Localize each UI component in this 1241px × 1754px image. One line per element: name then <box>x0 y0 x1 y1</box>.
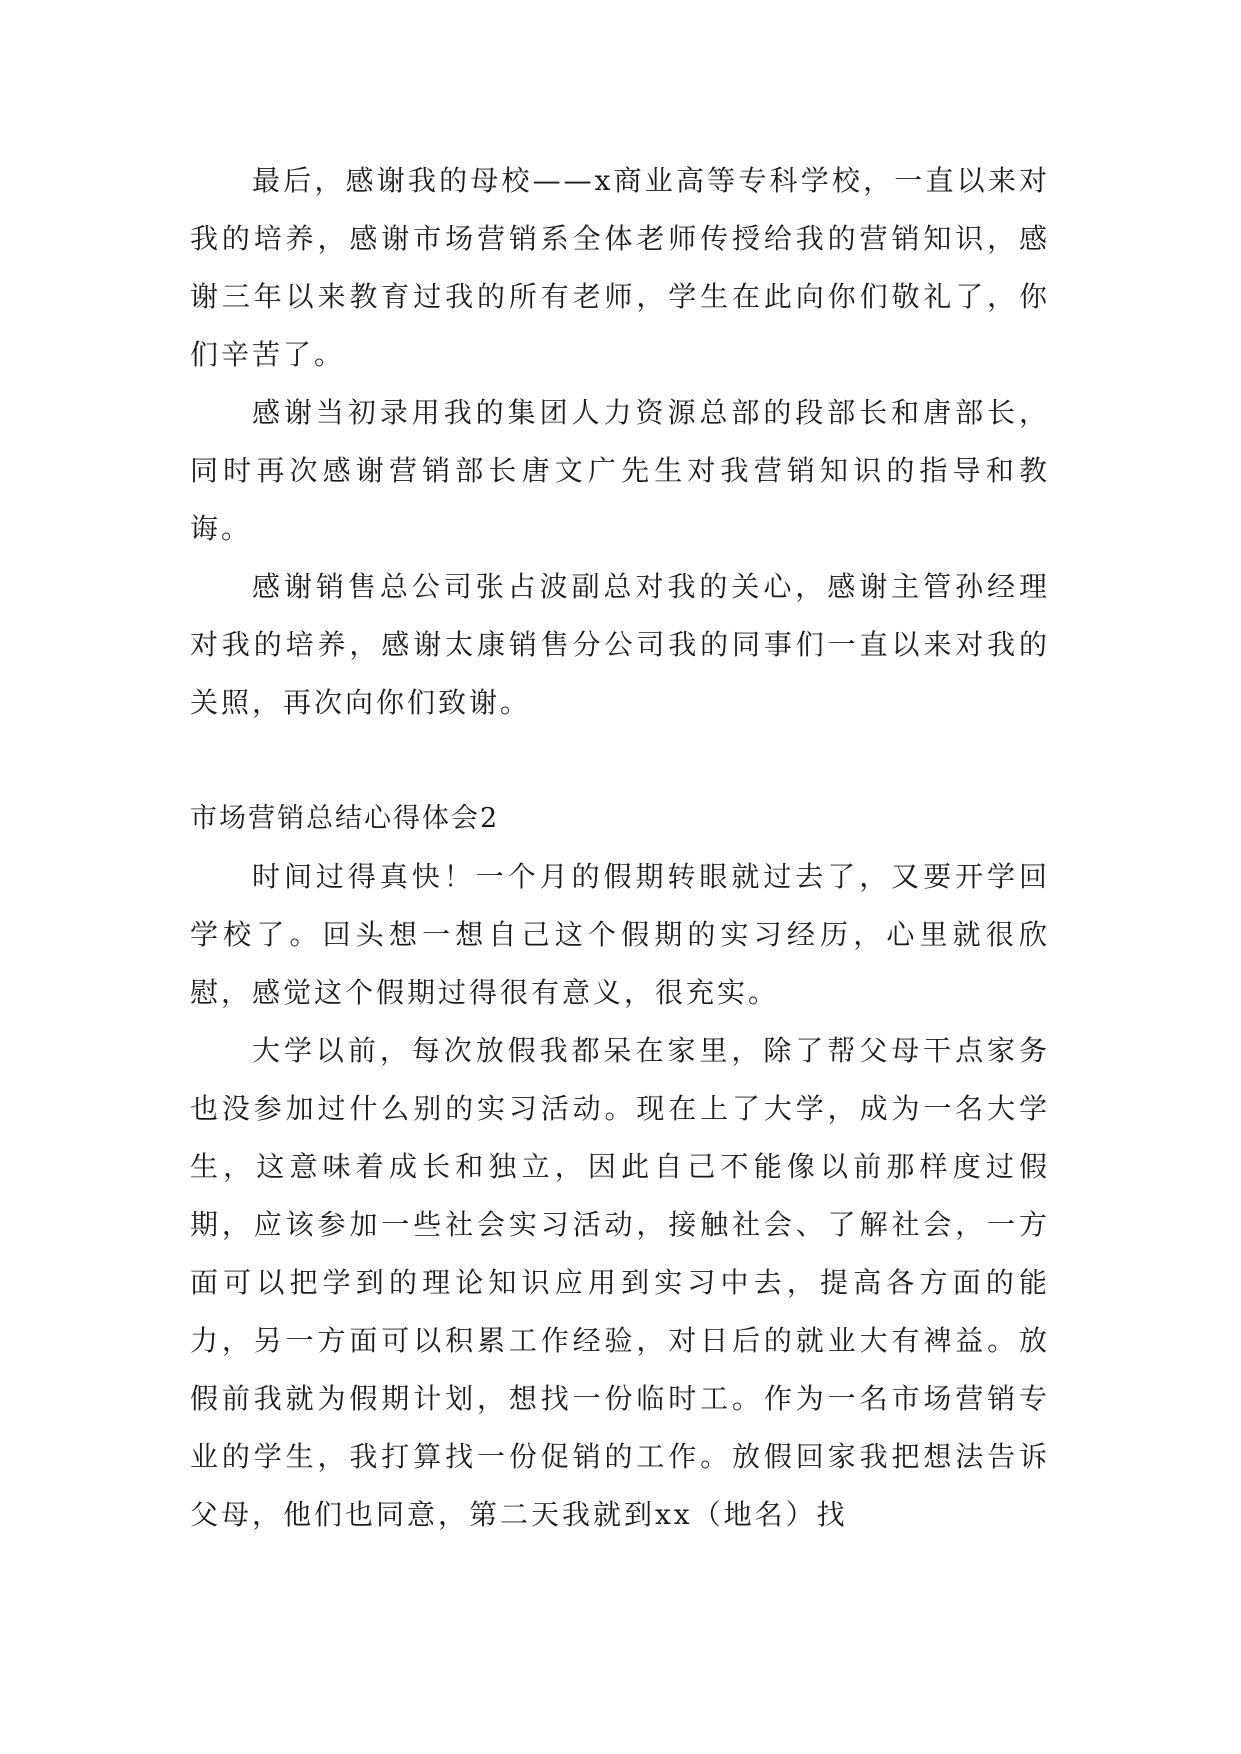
paragraph-before-college: 大学以前，每次放假我都呆在家里，除了帮父母干点家务也没参加过什么别的实习活动。现在上了大学，成为一名大学生，这意味着成长和独立，因此自己不能像以前那样度过假期，应该参加一些社会实习活动，接触社会、了解社会，一方面可以把学到的理论知识应用到实习中去，提高各方面的能力，另一方面可以积累工作经验，对日后的就业大有裨益。放假前我就为假期计划，想找一份临时工。作为一名市场营销专业的学生，我打算找一份促销的工作。放假回家我把想法告诉父母，他们也同意，第二天我就到xx（地名）找 <box>190 1034 1050 1531</box>
paragraph-time-flies: 时间过得真快！一个月的假期转眼就过去了，又要开学回学校了。回头想一想自己这个假期的实习经历，心里就很欣慰，感觉这个假期过得很有意义，很充实。 <box>190 860 1050 1009</box>
section-heading: 市场营销总结心得体会2 <box>190 803 500 834</box>
paragraph-thanks-sales: 感谢销售总公司张占波副总对我的关心，感谢主管孙经理对我的培养，感谢太康销售分公司我的同事们一直以来对我的关照，再次向你们致谢。 <box>190 570 1050 719</box>
paragraph-thanks-hr: 感谢当初录用我的集团人力资源总部的段部长和唐部长，同时再次感谢营销部长唐文广先生对我营销知识的指导和教诲。 <box>190 396 1050 545</box>
paragraph-thanks-school: 最后，感谢我的母校——x商业高等专科学校，一直以来对我的培养，感谢市场营销系全体老师传授给我的营销知识，感谢三年以来教育过我的所有老师，学生在此向你们敬礼了，你们辛苦了。 <box>190 164 1050 371</box>
document-body <box>190 152 1050 1544</box>
